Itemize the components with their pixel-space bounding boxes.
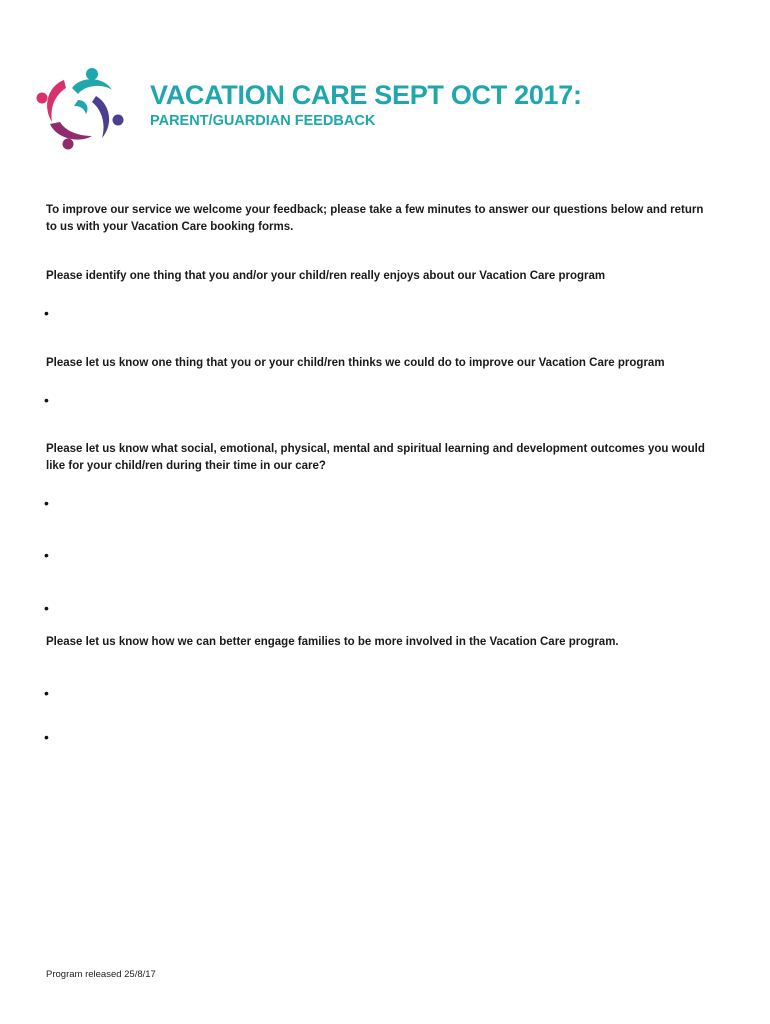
answer-bullet: • bbox=[44, 547, 49, 563]
answer-bullet: • bbox=[44, 685, 49, 701]
answer-bullet: • bbox=[44, 729, 49, 745]
organization-logo bbox=[34, 66, 126, 152]
question-4: Please let us know how we can better engage families to be more involved in the Vacation Care program. bbox=[46, 636, 619, 648]
answer-bullet: • bbox=[44, 600, 49, 616]
page-title: VACATION CARE SEPT OCT 2017: bbox=[150, 80, 582, 110]
footer-release-note: Program released 25/8/17 bbox=[46, 969, 156, 980]
question-3: Please let us know what social, emotional, physical, mental and spiritual learning and development outcomes you would like for your child/ren during their time in our care? bbox=[46, 443, 705, 472]
answer-bullet: • bbox=[44, 392, 49, 408]
question-1: Please identify one thing that you and/or your child/ren really enjoys about our Vacation Care program bbox=[46, 270, 606, 282]
intro-text: To improve our service we welcome your feedback; please take a few minutes to answer our questions below and return to us with your Vacation Care booking forms. bbox=[46, 204, 704, 233]
answer-bullet: • bbox=[44, 495, 49, 511]
question-2: Please let us know one thing that you or your child/ren thinks we could do to improve our Vacation Care program bbox=[46, 357, 665, 369]
answer-bullet: • bbox=[44, 305, 49, 321]
page-subtitle: PARENT/GUARDIAN FEEDBACK bbox=[150, 113, 376, 129]
